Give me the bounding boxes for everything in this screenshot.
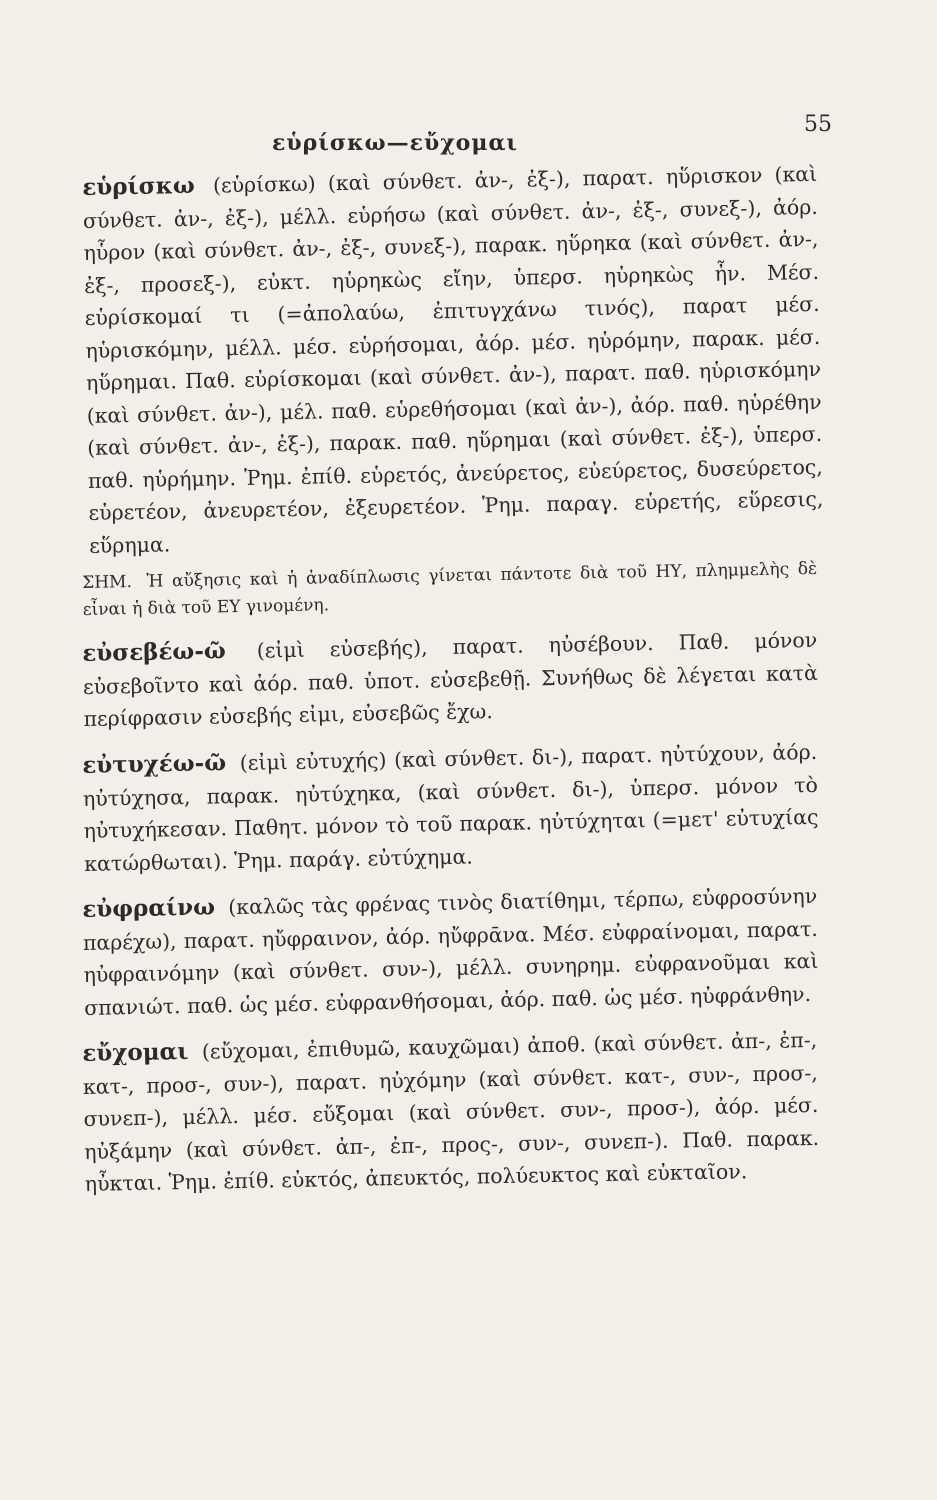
note-text: Ἡ αὔξησις καὶ ἡ ἀναδίπλωσις γίνεται πάντοτε διὰ τοῦ ΗΥ, πλημμελὴς δὲ εἶναι ἡ διὰ τοῦ ΕΥ γινομένη.	[82, 558, 818, 620]
entry-lemma: εὐσεβέω-ῶ	[82, 637, 227, 667]
page-number: 55	[804, 112, 832, 137]
entry-text: (εὑρίσκω) (καὶ σύνθετ. ἀν-, ἐξ-), παρατ. ηὕρισκον (καὶ σύνθετ. ἀν-, ἐξ-), μέλλ. εὑρήσω (καὶ σύνθετ. ἀν-, ἐξ-, συνεξ-), ἀόρ. ηὗρον (καὶ σύνθετ. ἀν-, ἐξ-, συνεξ-), παρακ. ηὕρηκα (καὶ σύνθετ. ἀν-, ἐξ-, προσεξ-), εὐκτ. ηὑρηκὼς εἴην, ὑπερσ. ηὑρηκὼς ἦν. Μέσ. εὑρίσκομαί τι (=ἀπολαύω, ἐπιτυγχάνω τινός), παρατ μέσ. ηὑρισκόμην, μέλλ. μέσ. εὑρήσομαι, ἀόρ. μέσ. ηὑρόμην, παρακ. μέσ. ηὕρημαι. Παθ. εὑρίσκομαι (καὶ σύνθετ. ἀν-), παρατ. παθ. ηὑρισκόμην (καὶ σύνθετ. ἀν-), μέλ. παθ. εὑρεθήσομαι (καὶ ἀν-), ἀόρ. παθ. ηὑρέθην (καὶ σύνθετ. ἀν-, ἐξ-), παρακ. παθ. ηὕρημαι (καὶ σύνθετ. ἐξ-), ὑπερσ. παθ. ηὑρήμην. Ῥημ. ἐπίθ. εὑρετός, ἀνεύρετος, εὐεύρετος, δυσεύρετος, εὑρετέον, ἀνευρετέον, ἐξευρετέον. Ῥημ. παραγ. εὑρετής, εὕρεσις, εὕρημα.	[82, 161, 824, 558]
entry-text: (εἰμὶ εὐτυχής) (καὶ σύνθετ. δι-), παρατ. ηὐτύχουν, ἀόρ. ηὐτύχησα, παρακ. ηὐτύχηκα, (καὶ σύνθετ. δι-), ὑπερσ. μόνον τὸ ηὐτυχήκεσαν. Παθητ. μόνον τὸ τοῦ παρακ. ηὐτύχηται (=μετ' εὐτυχίας κατώρθωται). Ῥημ. παράγ. εὐτύχημα.	[82, 739, 819, 875]
entry-eusebeo	[82, 624, 819, 736]
entry-lemma: εὔχομαι	[82, 1037, 189, 1067]
dictionary-body	[82, 161, 824, 1200]
entry-text: (καλῶς τὰς φρένας τινὸς διατίθημι, τέρπω, εὐφροσύνην παρέχω), παρατ. ηὔφραινον, ἀόρ. ηὔφρᾱνα. Μέσ. εὐφραίνομαι, παρατ. ηὐφραινόμην (καὶ σύνθετ. συν-), μέλλ. συνηρημ. εὐφρανοῦμαι καὶ σπανιώτ. παθ. ὡς μέσ. εὐφρανθήσομαι, ἀόρ. παθ. ὡς μέσ. ηὐφράνθην.	[82, 883, 819, 1019]
entry-text: (εἰμὶ εὐσεβής), παρατ. ηὐσέβουν. Παθ. μόνον εὐσεβοῖντο καὶ ἀόρ. παθ. ὑποτ. εὐσεβεθῇ. Συνήθως δὲ λέγεται κατὰ περίφρασιν εὐσεβής εἰμι, εὐσεβῶς ἔχω.	[82, 627, 819, 731]
entry-lemma: εὑρίσκω	[82, 171, 196, 201]
entry-lemma: εὐφραίνω	[82, 892, 216, 923]
entry-text: (εὔχομαι, ἐπιθυμῶ, καυχῶμαι) ἀποθ. (καὶ σύνθετ. ἀπ-, ἐπ-, κατ-, προσ-, συν-), παρατ. ηὐχόμην (καὶ σύνθετ. κατ-, συν-, προσ-, συνεπ-), μέλλ. μέσ. εὔξομαι (καὶ σύνθετ. συν-, προσ-), ἀόρ. μέσ. ηὐξάμην (καὶ σύνθετ. ἀπ-, ἐπ-, προς-, συν-, συνεπ-). Παθ. παρακ. ηὖκται. Ῥημ. ἐπίθ. εὐκτός, ἀπευκτός, πολύευκτος καὶ εὐκταῖον.	[82, 1027, 820, 1196]
running-head: εὑρίσκω—εὔχομαι	[272, 130, 519, 156]
entry-note	[82, 556, 818, 624]
note-label: ΣΗΜ.	[82, 572, 133, 593]
entry-lemma: εὐτυχέω-ῶ	[82, 748, 227, 779]
entry-eutycheo	[82, 735, 819, 879]
entry-heurisko	[82, 158, 824, 562]
entry-euchomai	[82, 1023, 820, 1200]
entry-euphraino	[82, 879, 819, 1023]
